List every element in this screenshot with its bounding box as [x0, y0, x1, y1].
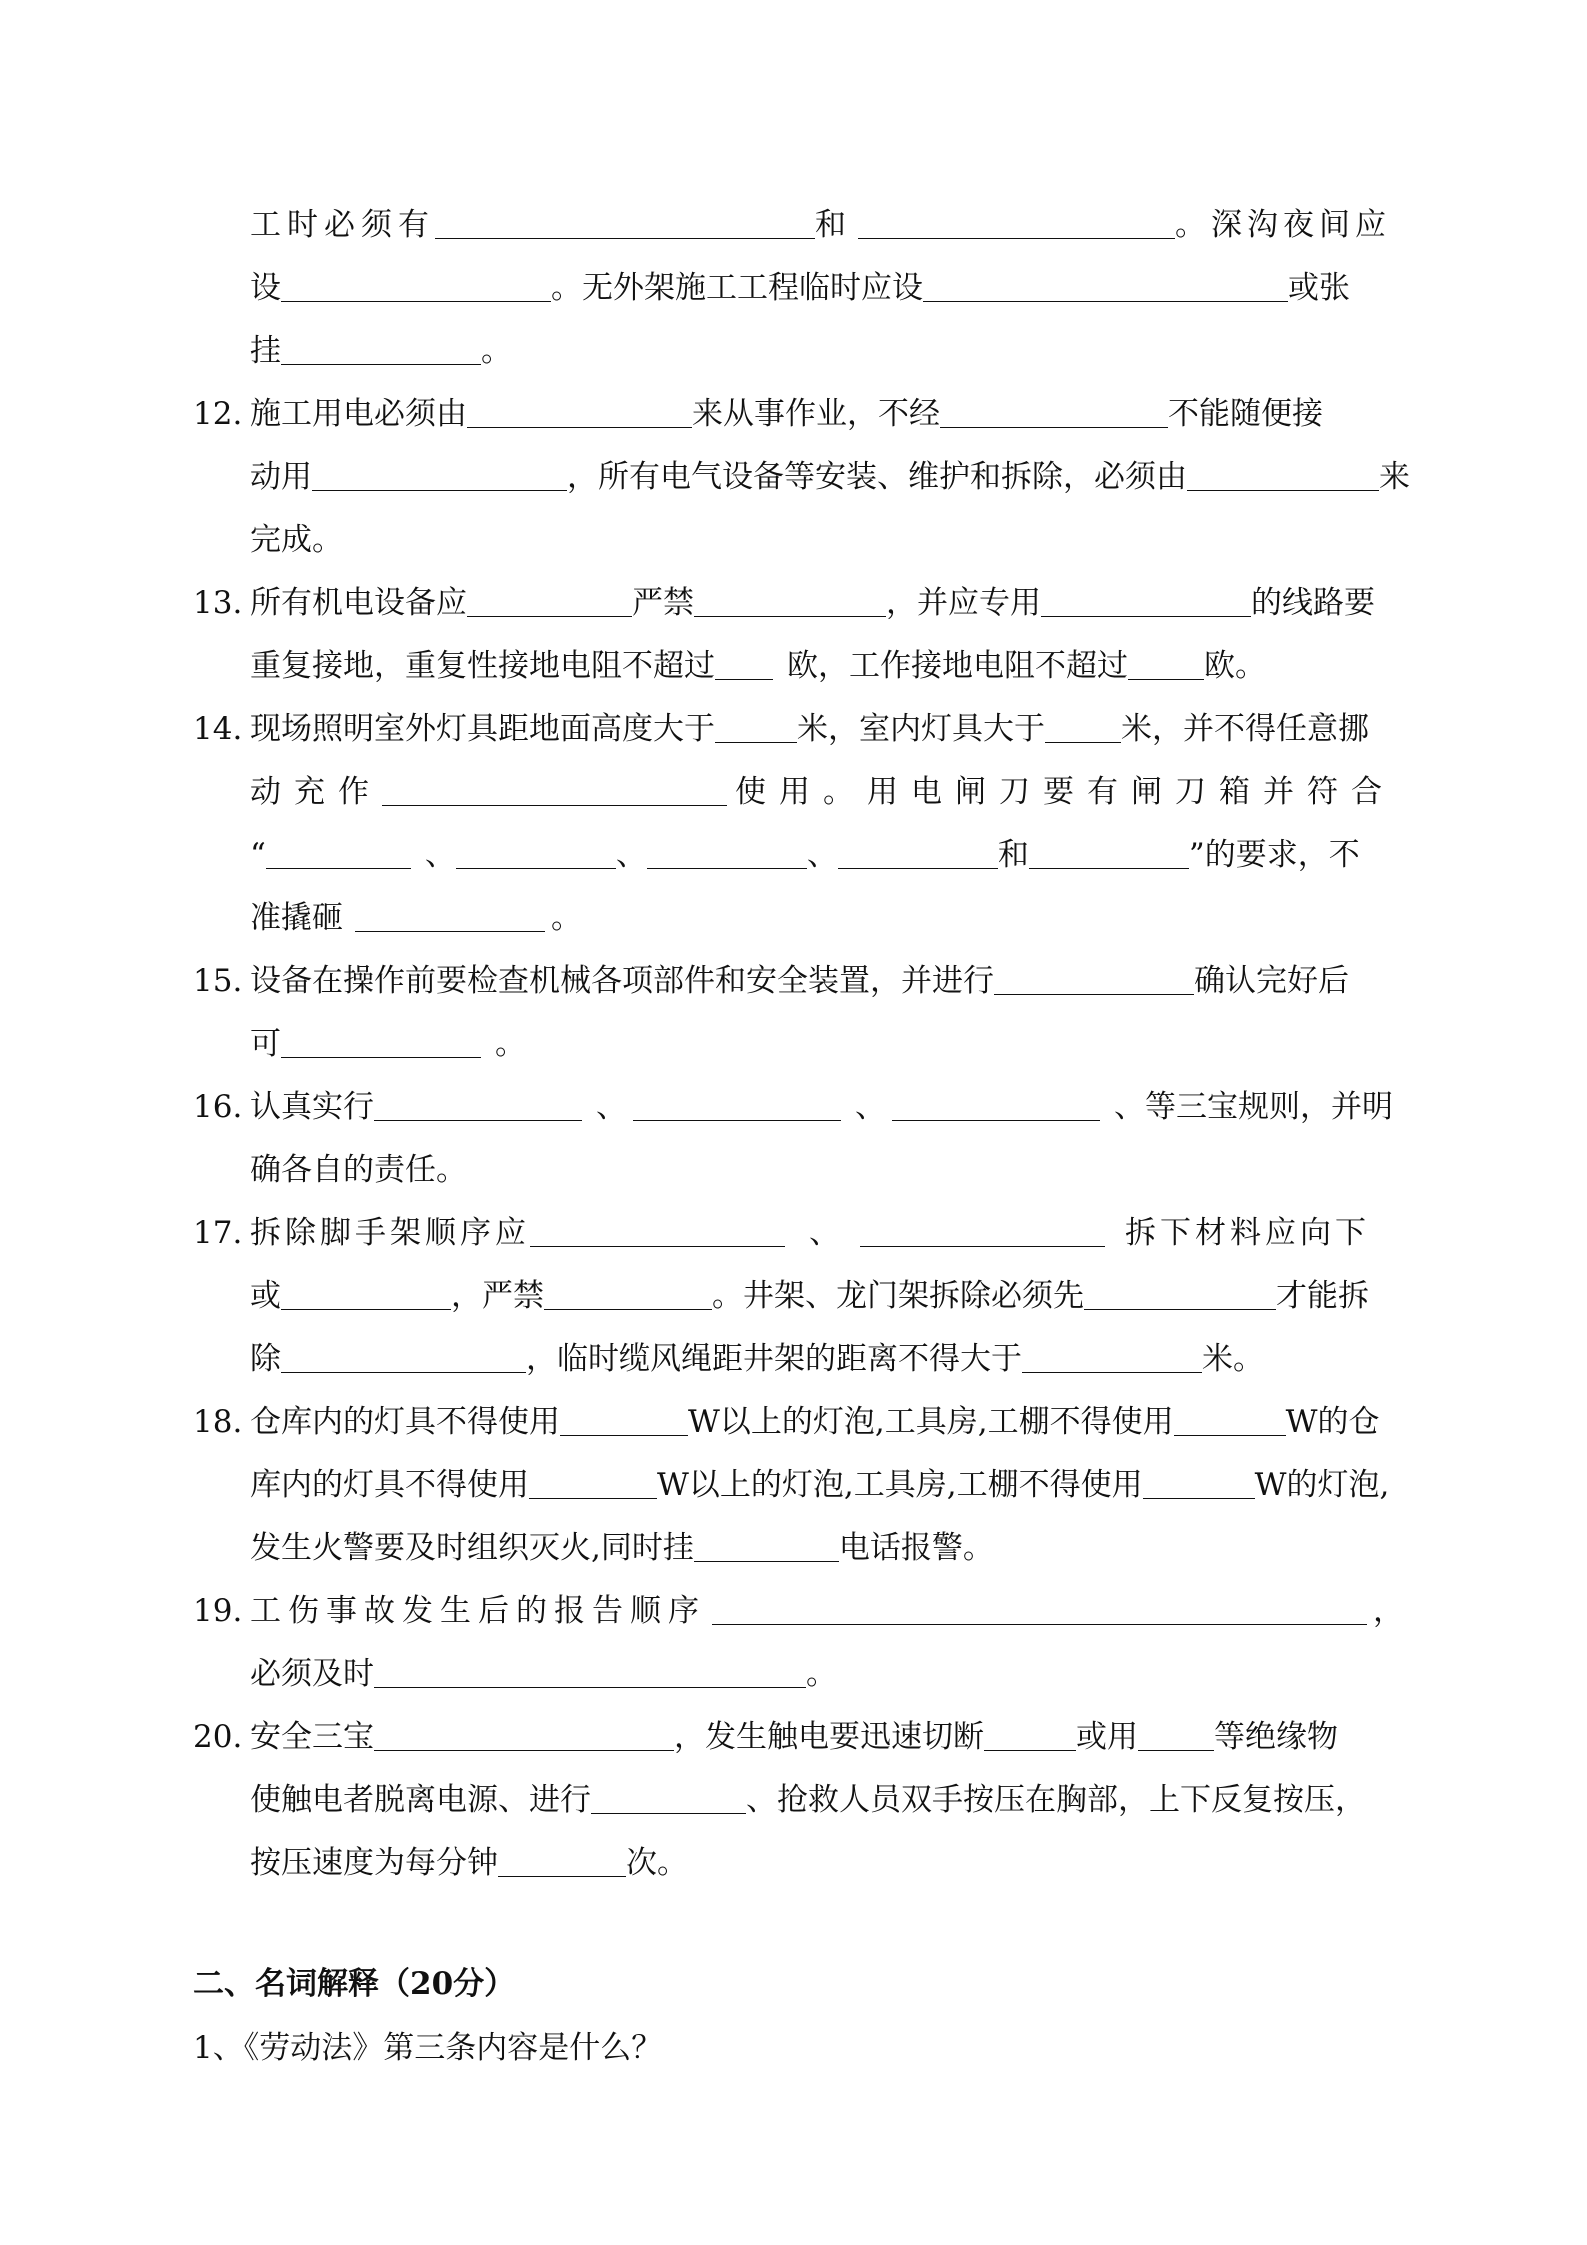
answer-blank[interactable]	[281, 1342, 526, 1373]
answer-blank[interactable]	[1041, 586, 1251, 617]
answer-blank[interactable]	[435, 208, 815, 239]
answer-blank[interactable]	[1084, 1279, 1276, 1310]
answer-blank[interactable]	[1045, 712, 1121, 743]
answer-blank[interactable]	[529, 1468, 657, 1499]
q12-line-3: 完成。	[250, 522, 343, 558]
answer-blank[interactable]	[1174, 1405, 1286, 1436]
q18-line-2: 库内的灯具不得使用 W以上的灯泡,工具房,工棚不得使用 W的灯泡,	[250, 1467, 1390, 1503]
q18-line-3: 发生火警要及时组织灭火,同时挂 电话报警。	[250, 1530, 994, 1566]
answer-blank[interactable]	[1022, 1342, 1202, 1373]
q19-line-2: 必须及时 。	[250, 1656, 837, 1692]
answer-blank[interactable]	[544, 1279, 712, 1310]
q15-line-1: 设备在操作前要检查机械各项部件和安全装置，并进行 确认完好后	[250, 963, 1349, 999]
q13-line-2: 重复接地，重复性接地电阻不超过 欧，工作接地电阻不超过 欧。	[250, 648, 1266, 684]
q11-line-2: 设 。无外架施工工程临时应设 或张	[250, 270, 1350, 306]
answer-blank[interactable]	[1187, 460, 1379, 491]
answer-blank[interactable]	[591, 1783, 746, 1814]
answer-blank[interactable]	[281, 334, 481, 365]
answer-blank[interactable]	[498, 1846, 626, 1877]
answer-blank[interactable]	[560, 1405, 688, 1436]
answer-blank[interactable]	[312, 460, 567, 491]
answer-blank[interactable]	[858, 208, 1175, 239]
answer-blank[interactable]	[374, 1090, 582, 1121]
answer-blank[interactable]	[1029, 838, 1189, 869]
answer-blank[interactable]	[860, 1216, 1105, 1247]
question-number: 15.	[193, 963, 243, 999]
answer-blank[interactable]	[467, 397, 692, 428]
q20-line-1: 安全三宝 ，发生触电要迅速切断 或用 等绝缘物	[250, 1719, 1338, 1755]
answer-blank[interactable]	[374, 1720, 674, 1751]
answer-blank[interactable]	[281, 271, 551, 302]
answer-blank[interactable]	[1143, 1468, 1255, 1499]
q11-line-1: 工时必须有 和 。深沟夜间应	[250, 207, 1391, 243]
question-number: 14.	[193, 711, 243, 747]
q18-line-1: 仓库内的灯具不得使用 W以上的灯泡,工具房,工棚不得使用 W的仓	[250, 1404, 1380, 1440]
q14-line-1: 现场照明室外灯具距地面高度大于 米，室内灯具大于 米，并不得任意挪	[250, 711, 1369, 747]
q17-line-3: 除 ，临时缆风绳距井架的距离不得大于 米。	[250, 1341, 1264, 1377]
answer-blank[interactable]	[923, 271, 1288, 302]
answer-blank[interactable]	[694, 586, 886, 617]
q16-line-2: 确各自的责任。	[250, 1152, 467, 1188]
q19-line-1: 工伤事故发生后的报告顺序 ，	[250, 1593, 1404, 1629]
q12-line-1: 施工用电必须由 来从事作业，不经 不能随便接	[250, 396, 1323, 432]
q14-line-2: 动充作 使用。用电闸刀要有闸刀箱并符合	[250, 774, 1395, 810]
answer-blank[interactable]	[647, 838, 807, 869]
answer-blank[interactable]	[1128, 649, 1204, 680]
answer-blank[interactable]	[712, 1594, 1367, 1625]
answer-blank[interactable]	[940, 397, 1168, 428]
answer-blank[interactable]	[715, 649, 773, 680]
answer-blank[interactable]	[281, 1279, 451, 1310]
answer-blank[interactable]	[456, 838, 616, 869]
question-number: 20.	[193, 1719, 243, 1755]
question-number: 13.	[193, 585, 243, 621]
q16-line-1: 认真实行 、 、 、等三宝规则，并明	[250, 1089, 1393, 1125]
answer-blank[interactable]	[382, 775, 727, 806]
answer-blank[interactable]	[838, 838, 998, 869]
answer-blank[interactable]	[281, 1027, 481, 1058]
answer-blank[interactable]	[467, 586, 632, 617]
q17-line-2: 或 ，严禁 。井架、龙门架拆除必须先 才能拆	[250, 1278, 1369, 1314]
answer-blank[interactable]	[266, 838, 411, 869]
answer-blank[interactable]	[892, 1090, 1100, 1121]
question-number: 18.	[193, 1404, 243, 1440]
q17-line-1: 拆除脚手架顺序应 、 拆下材料应向下	[250, 1215, 1370, 1251]
answer-blank[interactable]	[984, 1720, 1076, 1751]
q20-line-2: 使触电者脱离电源、进行 、抢救人员双手按压在胸部，上下反复按压，	[250, 1782, 1366, 1818]
section2-question-1: 1、《劳动法》第三条内容是什么？	[193, 2030, 663, 2066]
q11-line-3: 挂 。	[250, 333, 512, 369]
q12-line-2: 动用 ，所有电气设备等安装、维护和拆除，必须由 来	[250, 459, 1410, 495]
answer-blank[interactable]	[355, 901, 545, 932]
q14-line-3: “ 、 、 、 和 ”的要求，不	[250, 837, 1360, 873]
q13-line-1: 所有机电设备应 严禁 ，并应专用 的线路要	[250, 585, 1375, 621]
answer-blank[interactable]	[633, 1090, 841, 1121]
section-heading: 二、名词解释（20分）	[193, 1966, 516, 2002]
answer-blank[interactable]	[715, 712, 797, 743]
answer-blank[interactable]	[530, 1216, 785, 1247]
question-number: 17.	[193, 1215, 243, 1251]
answer-blank[interactable]	[994, 964, 1194, 995]
question-number: 19.	[193, 1593, 243, 1629]
q14-line-4: 准撬砸 。	[250, 900, 582, 936]
answer-blank[interactable]	[1138, 1720, 1214, 1751]
answer-blank[interactable]	[374, 1657, 806, 1688]
question-number: 16.	[193, 1089, 243, 1125]
question-number: 12.	[193, 396, 243, 432]
q20-line-3: 按压速度为每分钟 次。	[250, 1845, 688, 1881]
q15-line-2: 可 。	[250, 1026, 526, 1062]
answer-blank[interactable]	[694, 1531, 839, 1562]
